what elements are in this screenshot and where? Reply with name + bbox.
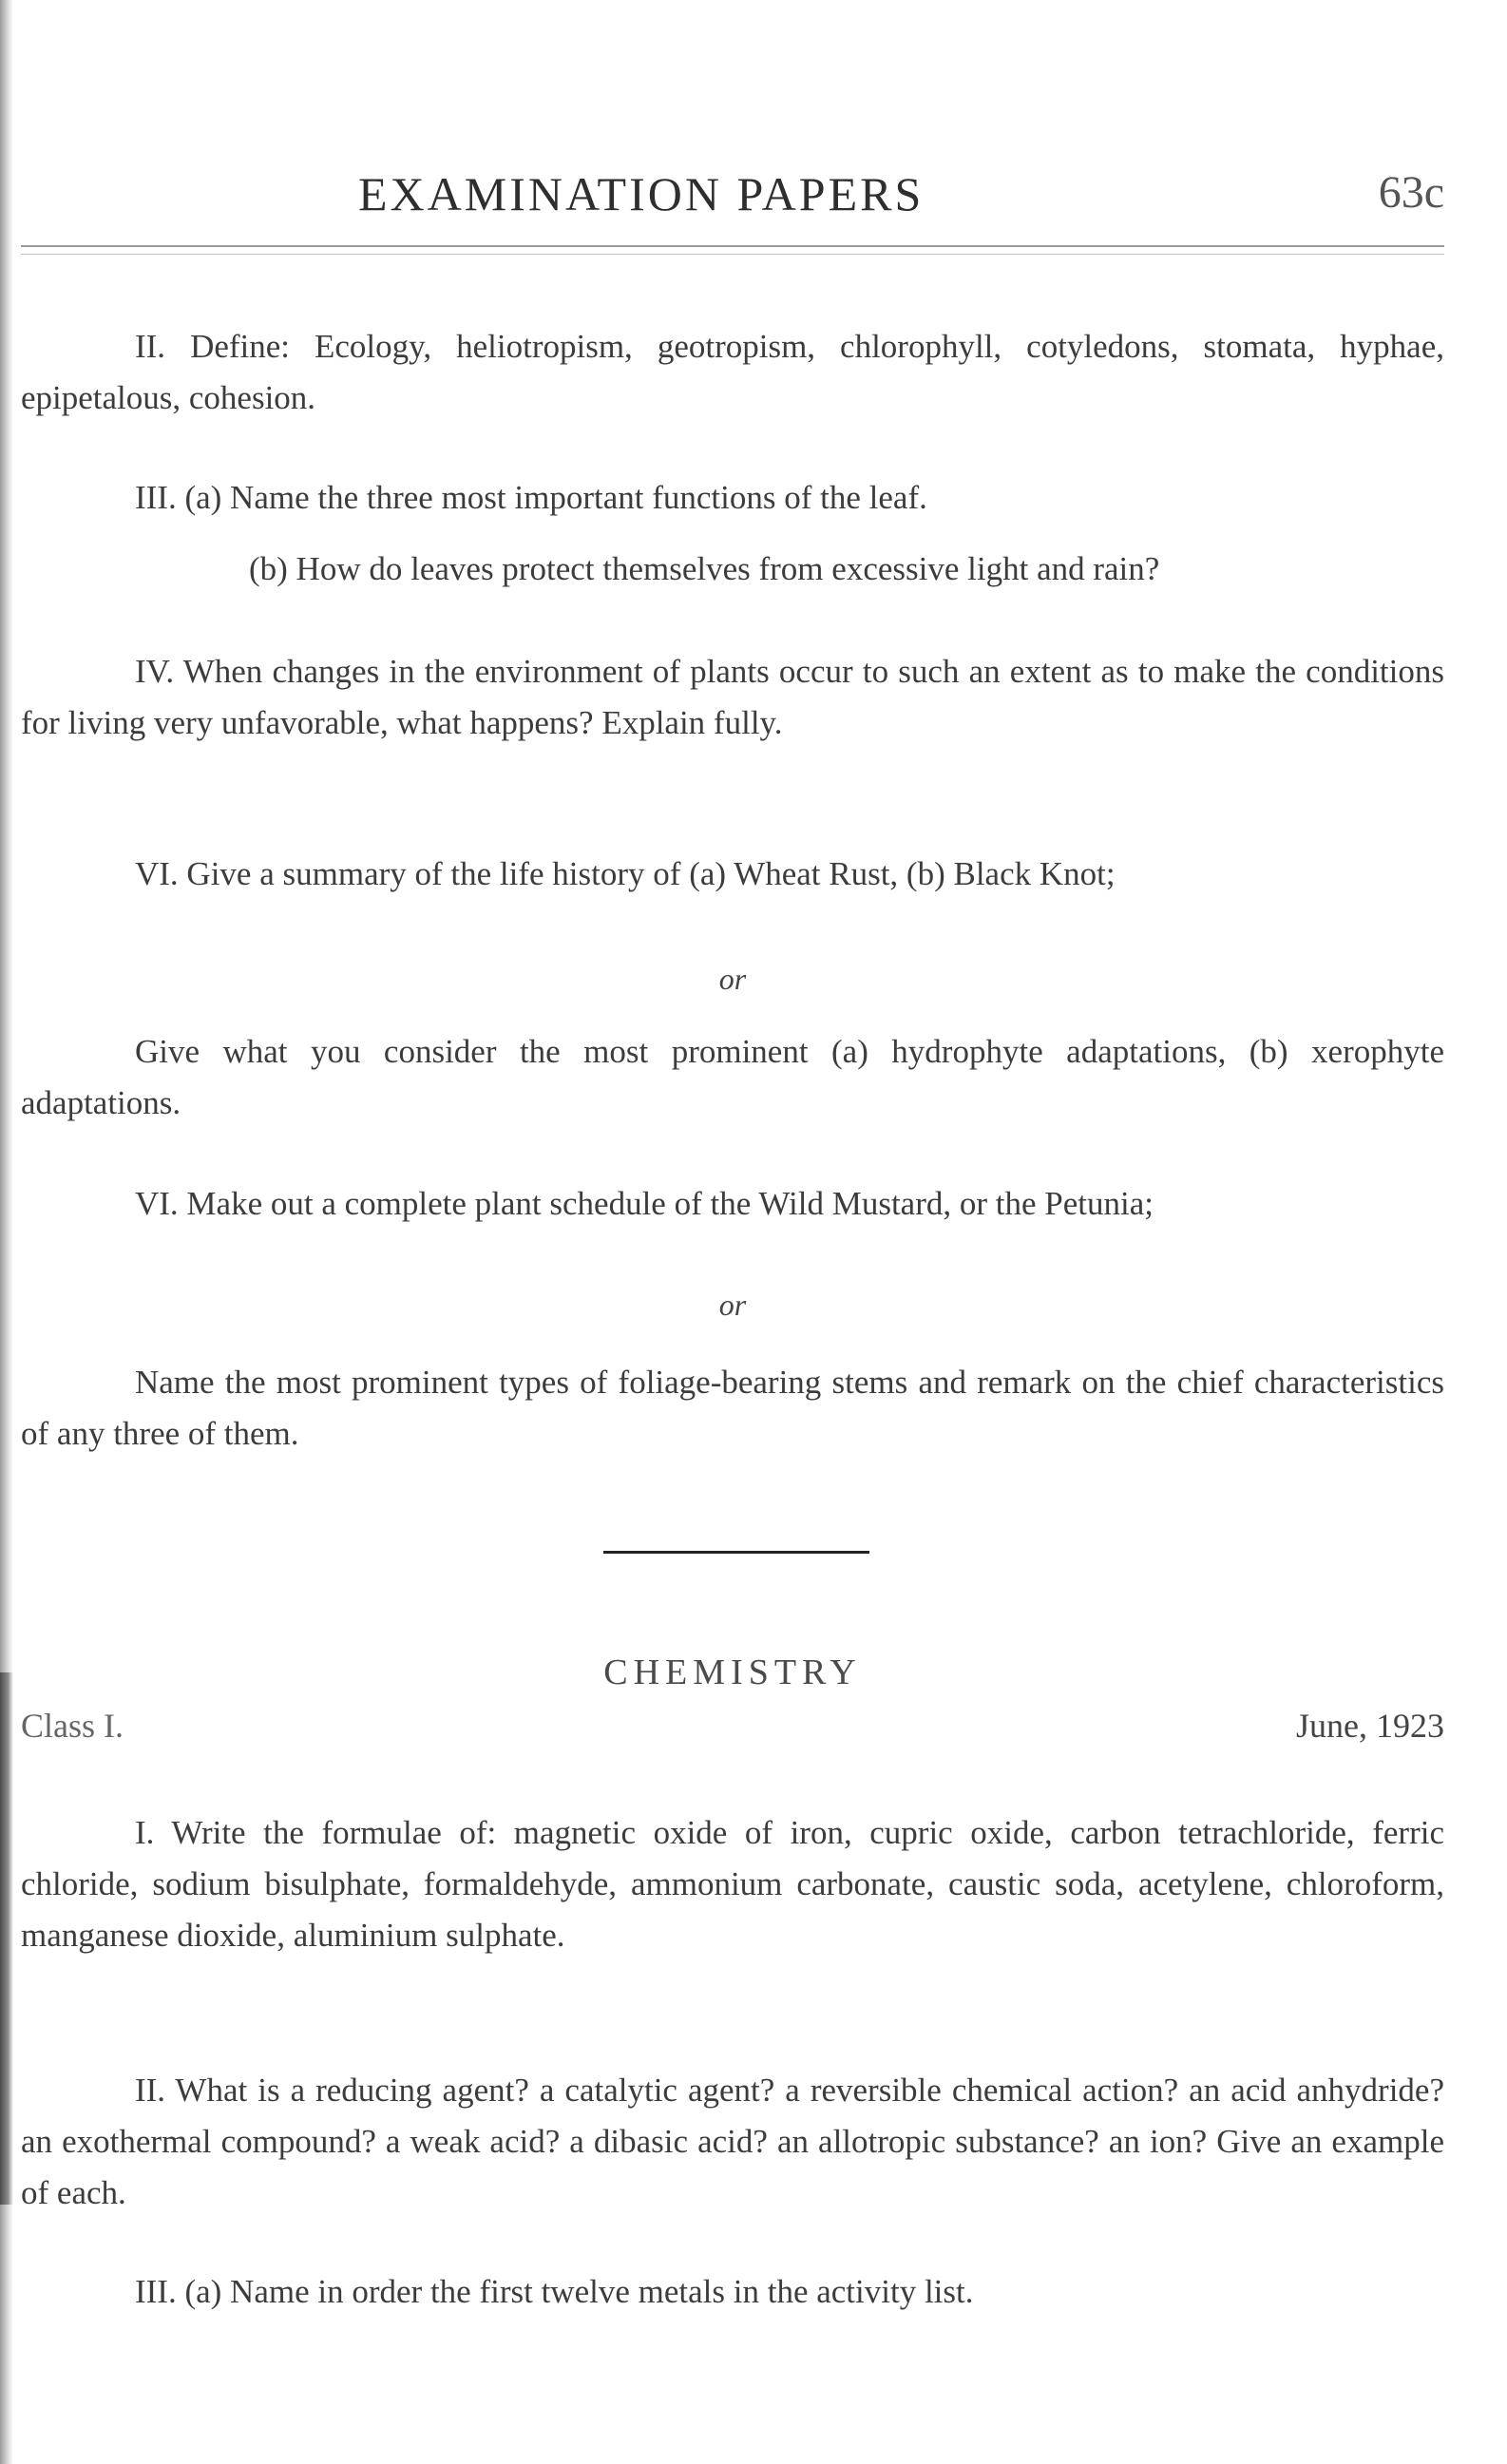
exam-date: June, 1923 bbox=[1296, 1707, 1444, 1745]
botany-question-3b: (b) How do leaves protect themselves from excessive light and rain? bbox=[249, 550, 1160, 587]
botany-question-6-alternative: Name the most prominent types of foliage-bearing stems and remark on the chief characteristics of any three of them. bbox=[21, 1364, 1444, 1452]
header-rule bbox=[21, 245, 1444, 255]
or-separator-1: or bbox=[718, 962, 747, 996]
class-label: Class I. bbox=[21, 1707, 124, 1745]
page-number: 63c bbox=[1378, 167, 1444, 218]
or-separator-2: or bbox=[718, 1288, 747, 1322]
chemistry-question-1: I. Write the formulae of: magnetic oxide of iron, cupric oxide, carbon tetrachloride, ferric chloride, sodium bisulphate, formaldehyde, ammonium carbonate, caustic soda, acetylene, chloroform, manganese dioxide, aluminium sulphate. bbox=[21, 1814, 1444, 1954]
page-header bbox=[21, 166, 1444, 223]
botany-question-4: IV. When changes in the environment of plants occur to such an extent as to make the conditions for living very unfavorable, what happens? Explain fully. bbox=[21, 653, 1444, 741]
botany-question-5-alternative: Give what you consider the most prominent (a) hydrophyte adaptations, (b) xerophyte adaptations. bbox=[21, 1033, 1444, 1121]
exam-meta-row bbox=[21, 1706, 1444, 1753]
running-title: EXAMINATION PAPERS bbox=[358, 167, 925, 220]
chemistry-question-2: II. What is a reducing agent? a catalytic agent? a reversible chemical action? an acid anhydride? an exothermal compound? a weak acid? a dibasic acid? an allotropic substance? an ion? Give an example of each. bbox=[21, 2072, 1444, 2211]
section-divider bbox=[603, 1551, 869, 1554]
page-edge-dark-shadow bbox=[0, 1672, 13, 2205]
botany-question-2: II. Define: Ecology, heliotropism, geotropism, chlorophyll, cotyledons, stomata, hyphae, epipetalous, cohesion. bbox=[21, 328, 1444, 416]
botany-question-6: VI. Make out a complete plant schedule of the Wild Mustard, or the Petunia; bbox=[135, 1185, 1154, 1222]
chemistry-question-3: III. (a) Name in order the first twelve metals in the activity list. bbox=[135, 2273, 974, 2310]
botany-question-5: VI. Give a summary of the life history of (a) Wheat Rust, (b) Black Knot; bbox=[135, 855, 1116, 892]
botany-question-3a: III. (a) Name the three most important functions of the leaf. bbox=[135, 479, 927, 516]
section-title-chemistry: CHEMISTRY bbox=[603, 1652, 862, 1692]
